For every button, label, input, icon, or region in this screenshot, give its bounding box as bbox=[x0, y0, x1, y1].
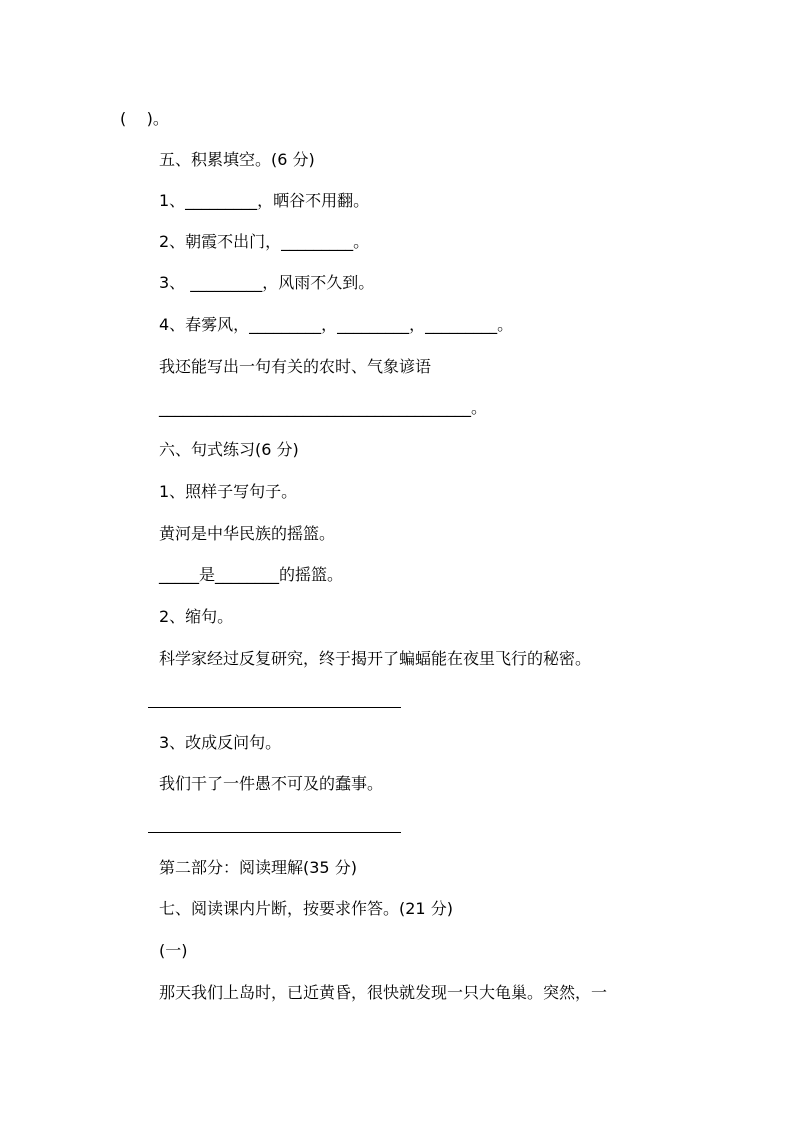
example-sentence: 黄河是中华民族的摇篮。 bbox=[159, 524, 336, 543]
proverb-prompt: 我还能写出一句有关的农时、气象谚语 bbox=[159, 357, 432, 376]
fill-item-4: 4、春雾风，_________，_________，_________。 bbox=[159, 315, 514, 334]
section-7-heading: 七、阅读课内片断，按要求作答。(21 分) bbox=[159, 899, 453, 918]
answer-bracket: ( )。 bbox=[120, 109, 169, 128]
fill-item-1: 1、_________，晒谷不用翻。 bbox=[159, 191, 370, 210]
fill-item-3: 3、 _________，风雨不久到。 bbox=[159, 273, 375, 292]
imitation-blank-line: _____是________的摇篮。 bbox=[159, 565, 344, 584]
section-5-heading: 五、积累填空。(6 分) bbox=[159, 150, 315, 169]
part-2-heading: 第二部分：阅读理解(35 分) bbox=[159, 858, 357, 877]
passage-1-label: (一) bbox=[159, 941, 188, 960]
passage-text-line: 那天我们上岛时，已近黄昏，很快就发现一只大龟巢。突然，一 bbox=[159, 983, 608, 1002]
proverb-answer-line: _______________________________________。 bbox=[159, 398, 488, 417]
fill-item-2: 2、朝霞不出门，_________。 bbox=[159, 232, 370, 251]
rhetorical-answer-rule bbox=[148, 832, 401, 833]
condense-sentence: 科学家经过反复研究，终于揭开了蝙蝠能在夜里飞行的秘密。 bbox=[159, 649, 592, 668]
task-3-heading: 3、改成反问句。 bbox=[159, 733, 282, 752]
task-2-heading: 2、缩句。 bbox=[159, 607, 234, 626]
rhetorical-source-sentence: 我们干了一件愚不可及的蠢事。 bbox=[159, 774, 384, 793]
task-1-heading: 1、照样子写句子。 bbox=[159, 482, 298, 501]
condense-answer-rule bbox=[148, 707, 401, 708]
section-6-heading: 六、句式练习(6 分) bbox=[159, 440, 299, 459]
